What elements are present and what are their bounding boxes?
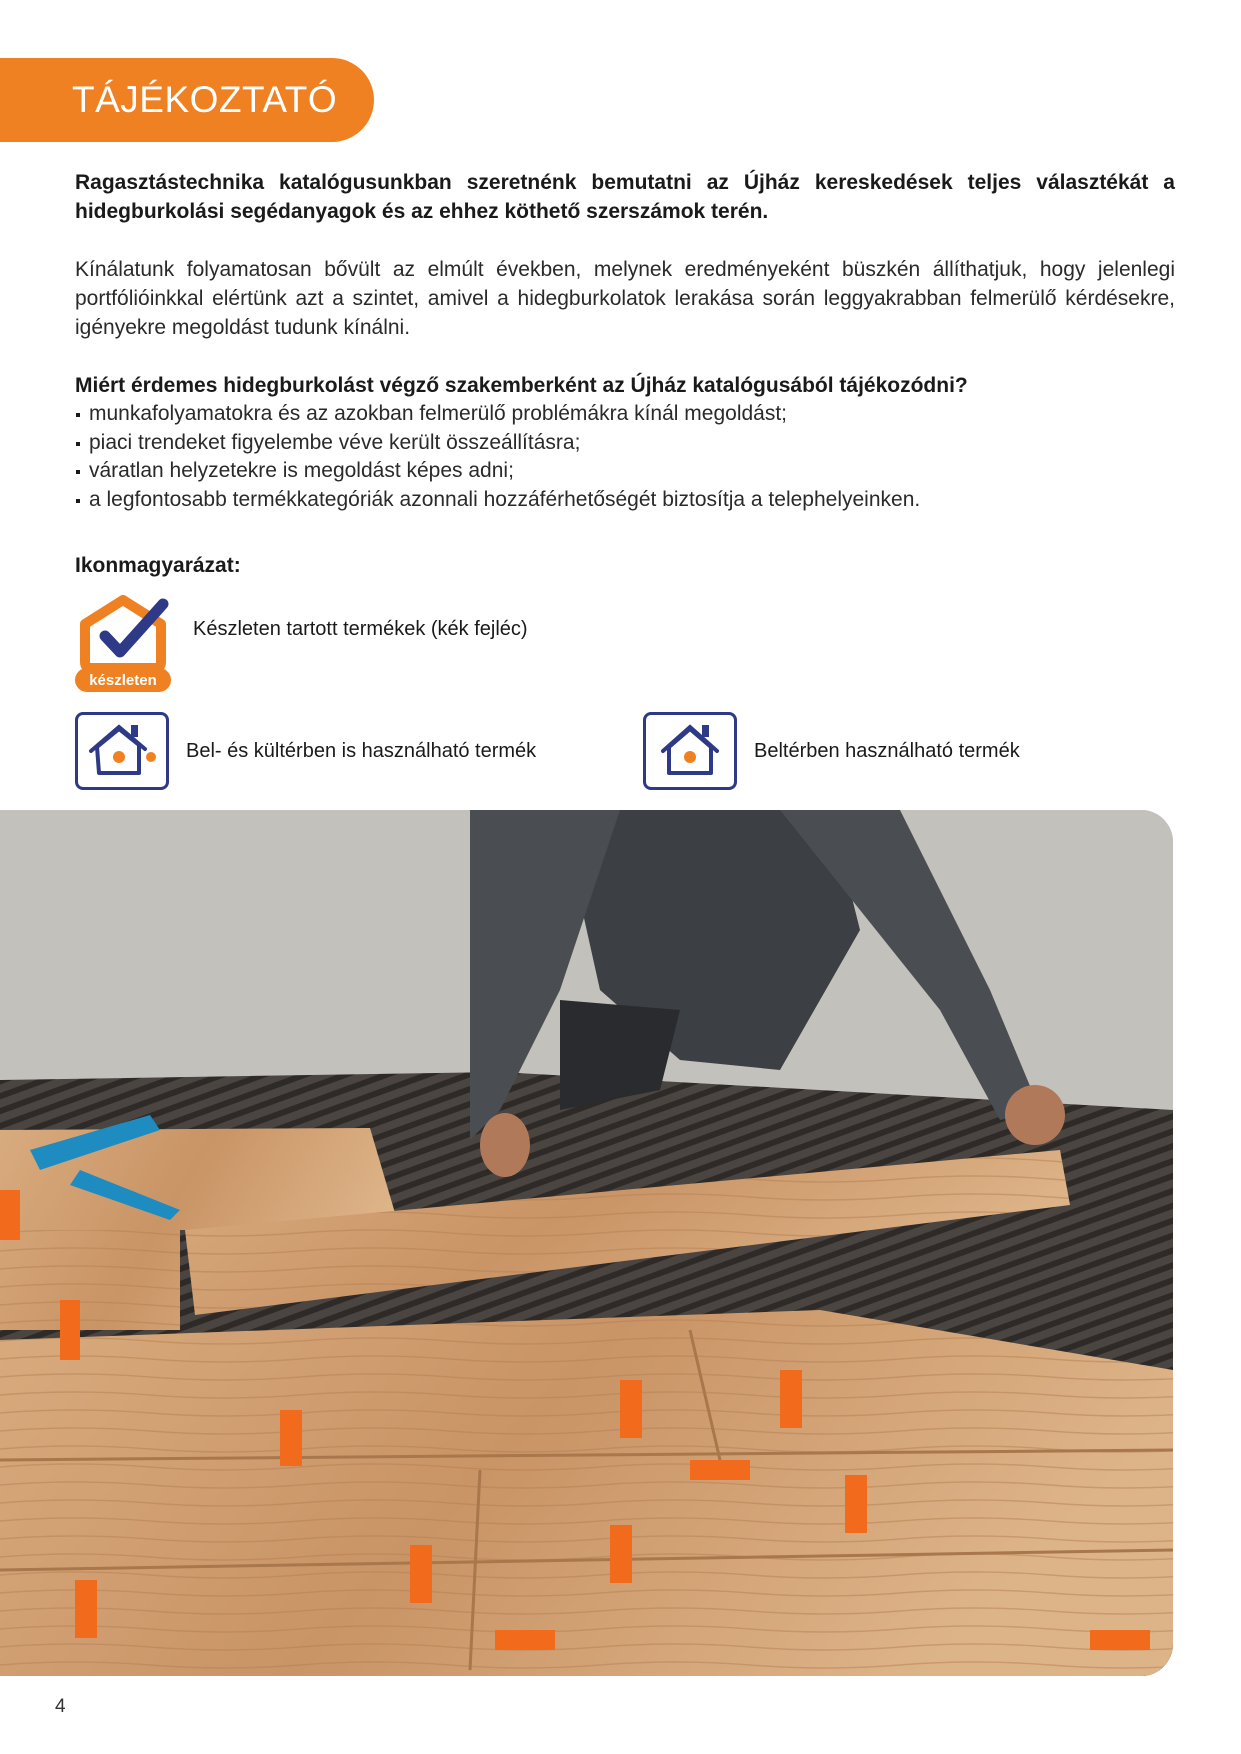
indoor-house-icon: [655, 721, 725, 781]
indoor-outdoor-icon-box: [75, 712, 169, 790]
section-title: TÁJÉKOZTATÓ: [72, 79, 338, 120]
indoor-outdoor-house-icon: [87, 721, 157, 781]
legend-indoor-row: [643, 712, 1020, 790]
indoor-label: Beltérben használható termék: [754, 739, 1020, 762]
why-list: [75, 400, 1175, 514]
in-stock-badge: készleten: [89, 671, 157, 689]
tiling-photo: [0, 810, 1173, 1676]
main-content: [75, 168, 1175, 514]
intro-paragraph: Kínálatunk folyamatosan bővült az elmúlt években, melynek eredményeként büszkén állíthatjuk, hogy jelenlegi portfólióinkkal elértünk azt a szintet, amivel a hidegburkolatok lerakása során leggyakrabban felmerülő kérdésekre, igényekre megoldást tudunk kínálni.: [75, 258, 1175, 339]
list-item: piaci trendeket figyelembe véve került összeállításra;: [75, 429, 1175, 458]
section-header-tab: [0, 58, 374, 142]
list-item: munkafolyamatokra és az azokban felmerülő problémákra kínál megoldást;: [75, 400, 1175, 429]
page-number: 4: [55, 1696, 66, 1717]
legend-title: Ikonmagyarázat:: [75, 554, 241, 577]
intro-bold-text: Ragasztástechnika katalógusunkban szeretnénk bemutatni az Újház kereskedések teljes választékát a hidegburkolási segédanyagok és az ehhez köthető szerszámok terén.: [75, 171, 1175, 223]
why-title: Miért érdemes hidegburkolást végző szakemberként az Újház katalógusából tájékozódni?: [75, 374, 968, 397]
list-item: váratlan helyzetekre is megoldást képes adni;: [75, 457, 1175, 486]
indoor-icon-box: [643, 712, 737, 790]
list-item: a legfontosabb termékkategóriák azonnali hozzáférhetőségét biztosítja a telephelyeinken.: [75, 486, 1175, 515]
stock-label: Készleten tartott termékek (kék fejléc): [193, 617, 528, 640]
tiling-photo-illustration: [0, 810, 1173, 1676]
legend-indoor-outdoor-row: [75, 712, 536, 790]
indoor-outdoor-label: Bel- és kültérben is használható termék: [186, 739, 537, 762]
legend-stock-row: [75, 594, 528, 694]
